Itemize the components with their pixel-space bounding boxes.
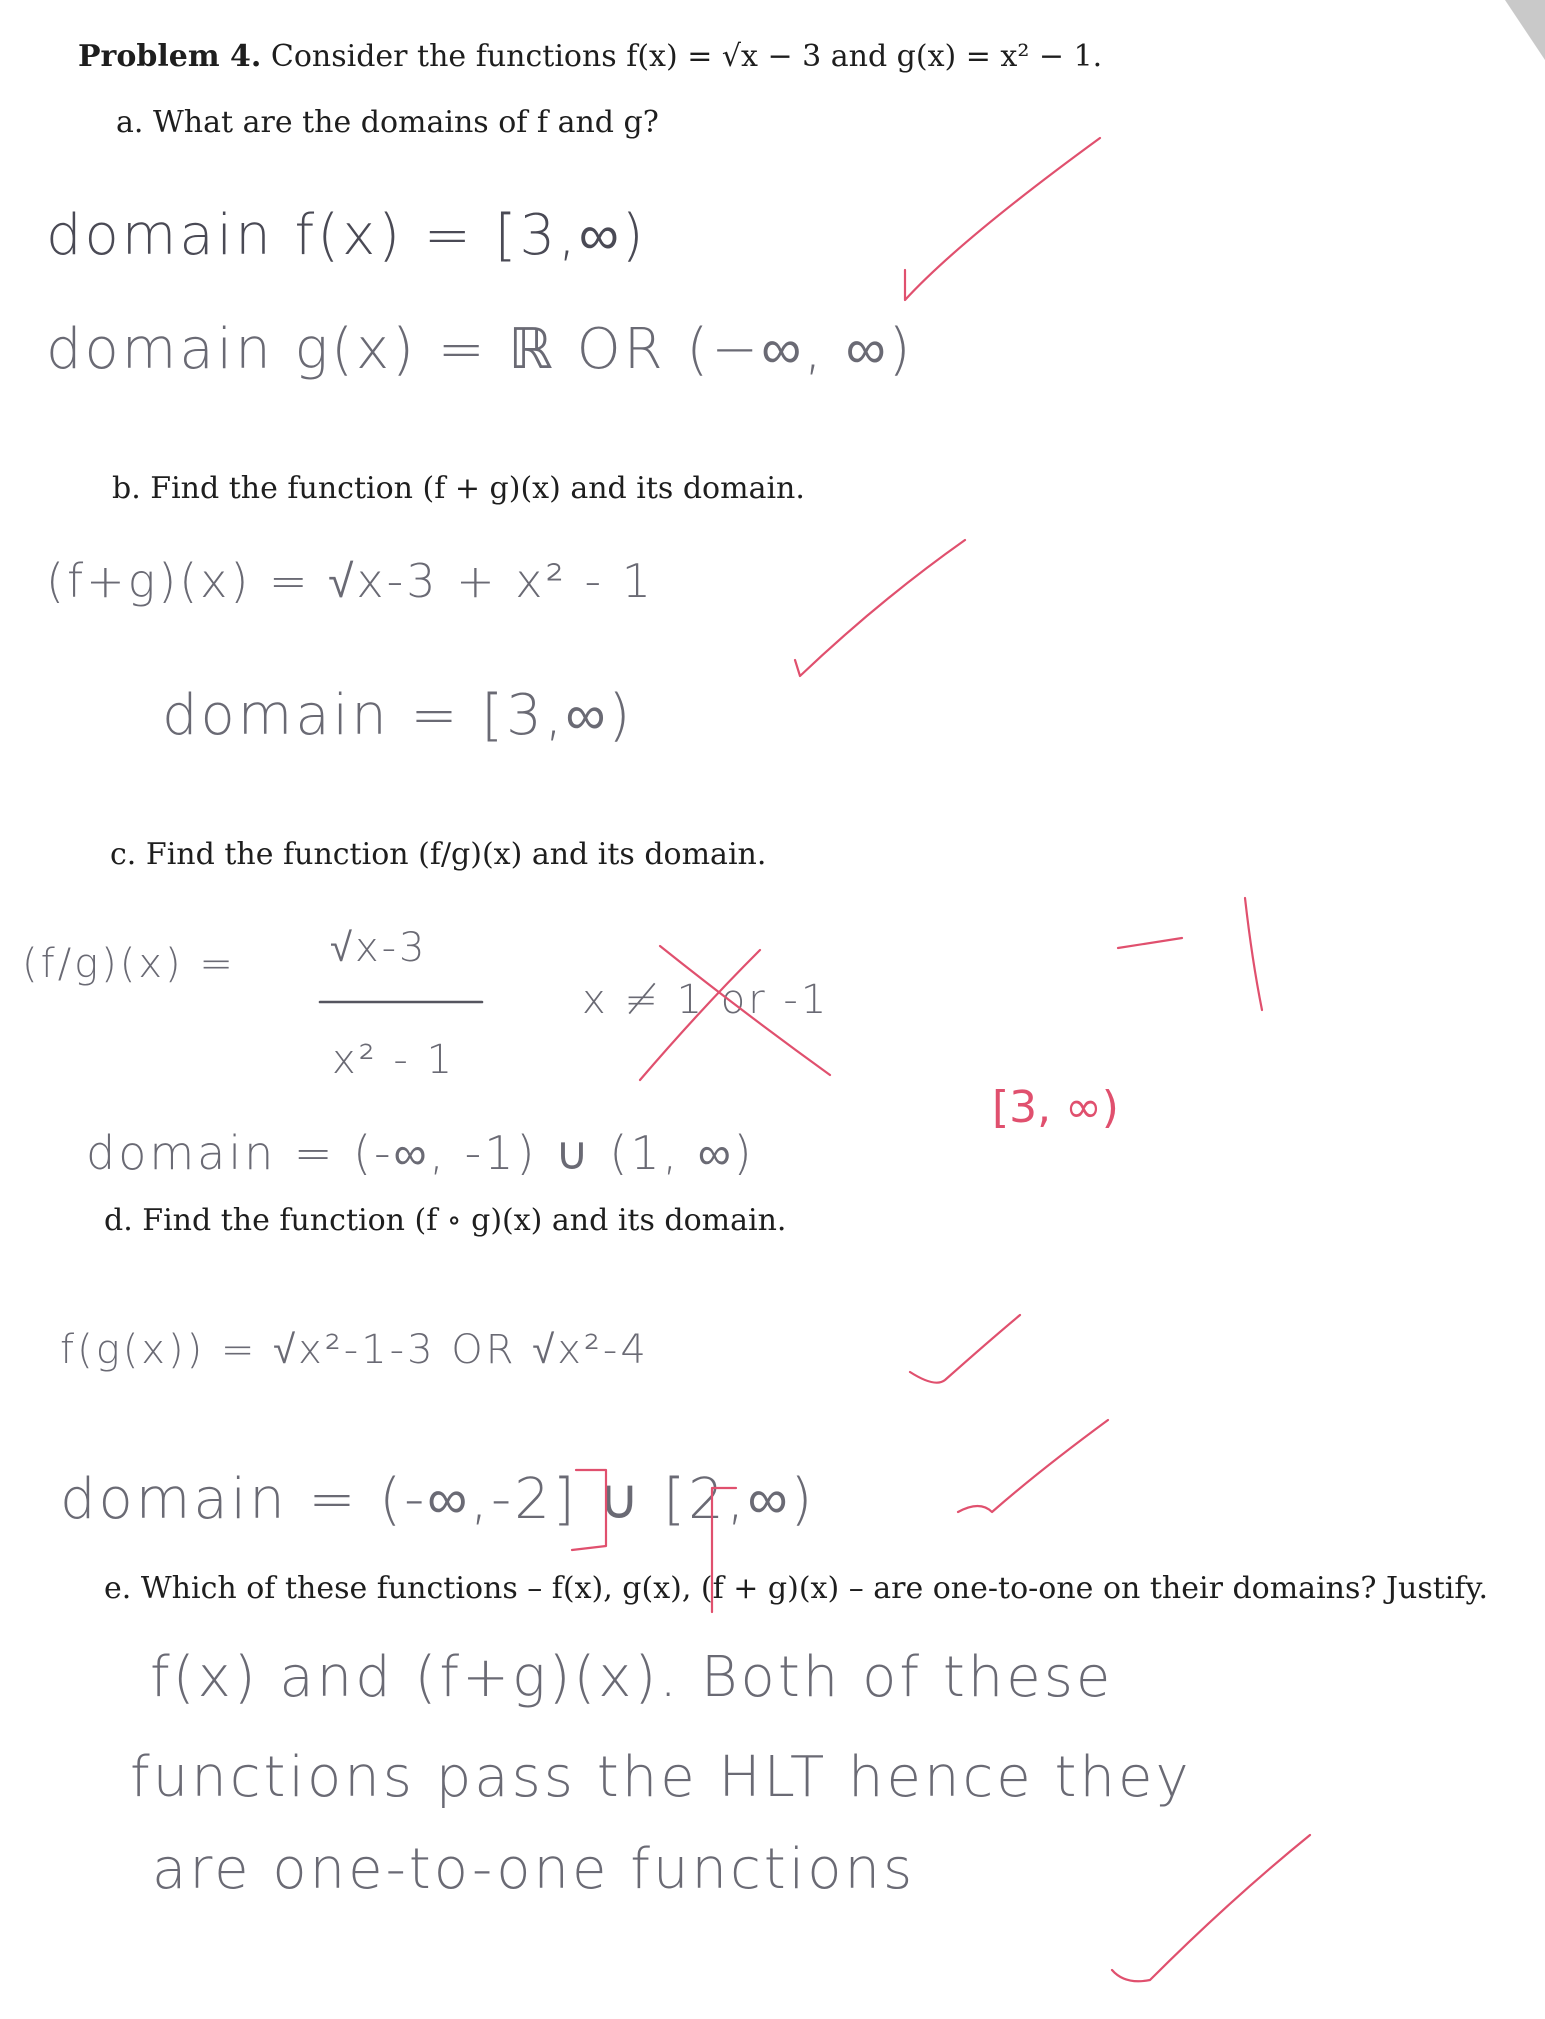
part-a-question: a. What are the domains of f and g? [116, 105, 659, 140]
check-mark-d1 [910, 1315, 1020, 1383]
part-c-crossed-note: x ≠ 1 or -1 [582, 977, 830, 1023]
part-d-question: d. Find the function (f ∘ g)(x) and its domain. [104, 1203, 787, 1238]
part-a-answer-f: domain f(x) = [3,∞) [46, 203, 647, 268]
check-mark-b [795, 540, 965, 676]
problem-statement: Consider the functions f(x) = √x − 3 and g(x) = x² − 1. [270, 39, 1103, 74]
part-a-answer-g: domain g(x) = ℝ OR (−∞, ∞) [46, 317, 914, 382]
part-e-question: e. Which of these functions – f(x), g(x), (f + g)(x) – are one-to-one on their domains? Justify. [104, 1571, 1488, 1606]
part-c-numerator: √x-3 [330, 925, 428, 971]
part-e-answer-line2: functions pass the HLT hence they [130, 1745, 1192, 1810]
page-corner-fold [1505, 0, 1545, 60]
part-c-question: c. Find the function (f/g)(x) and its domain. [110, 837, 767, 872]
check-mark-e [1112, 1835, 1310, 1981]
correction-bar [1245, 898, 1262, 1010]
part-b-question: b. Find the function (f + g)(x) and its domain. [112, 471, 805, 506]
check-mark-a [905, 138, 1100, 300]
correction-dash [1118, 938, 1182, 948]
part-c-answer-domain: domain = (-∞, -1) ∪ (1, ∞) [86, 1126, 755, 1180]
part-d-answer-function: f(g(x)) = √x²-1-3 OR √x²-4 [60, 1327, 649, 1373]
part-e-answer-line1: f(x) and (f+g)(x). Both of these [150, 1645, 1114, 1710]
part-c-lhs: (f/g)(x) = [22, 941, 236, 987]
part-d-answer-domain: domain = (-∞,-2] ∪ [2,∞) [60, 1467, 816, 1532]
problem-header [78, 39, 1103, 74]
part-c-denominator: x² - 1 [332, 1037, 456, 1083]
check-mark-d2 [958, 1420, 1108, 1512]
part-b-answer-function: (f+g)(x) = √x-3 + x² - 1 [46, 554, 655, 608]
part-b-answer-domain: domain = [3,∞) [162, 683, 634, 748]
correction-interval: [3, ∞) [992, 1082, 1119, 1133]
problem-label: Problem 4. [78, 39, 262, 74]
part-e-answer-line3: are one-to-one functions [152, 1837, 916, 1902]
